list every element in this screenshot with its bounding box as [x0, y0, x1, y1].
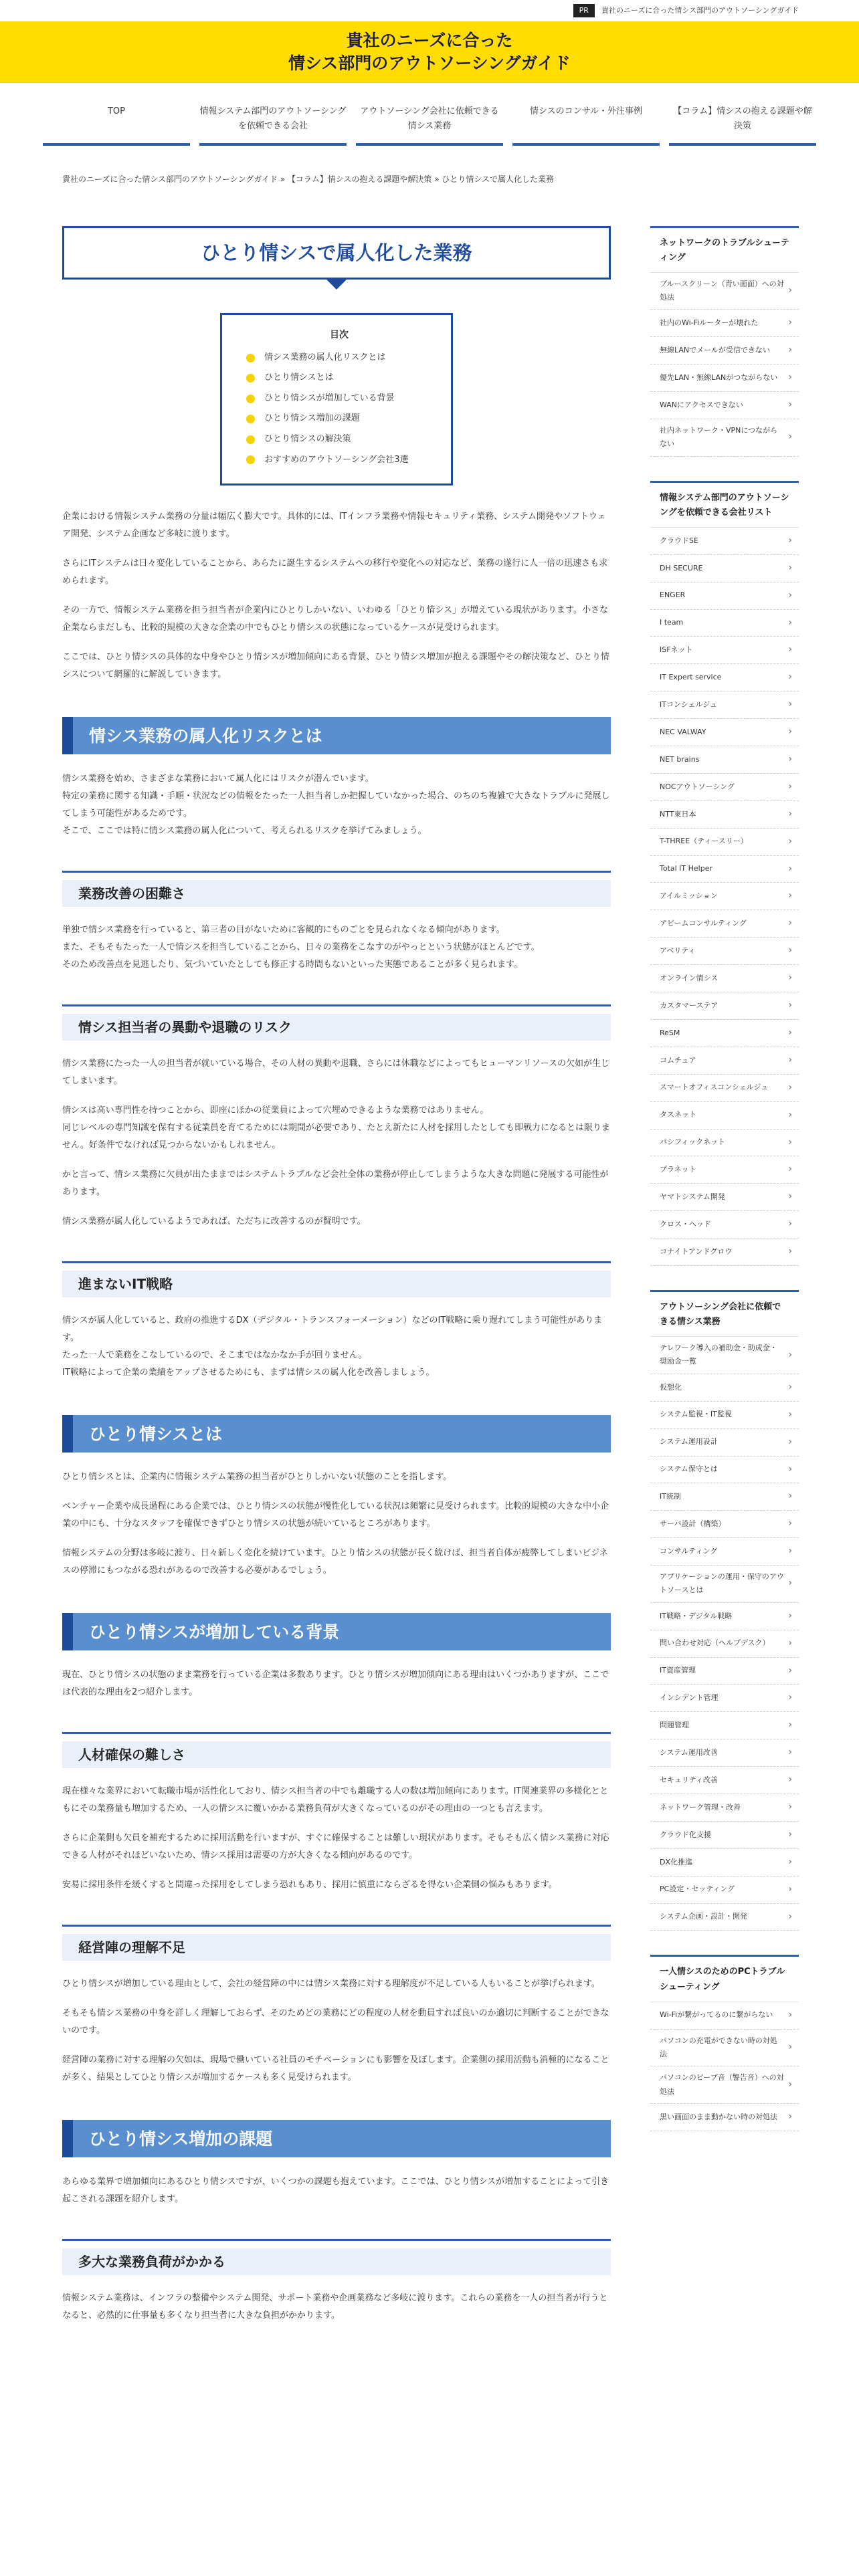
chevron-right-icon: › [788, 945, 792, 956]
sidebar-link-label: 問題管理 [660, 1721, 689, 1730]
bullet-icon [246, 374, 255, 383]
chevron-right-icon: › [788, 1665, 792, 1676]
sidebar-link[interactable] [650, 1402, 799, 1429]
sidebar-link[interactable] [650, 1658, 799, 1685]
chevron-right-icon: › [788, 399, 792, 411]
sidebar-link-label: パソコンのビープ音（警告音）への対処法 [660, 2073, 784, 2096]
sidebar-link-label: ReSM [660, 1028, 680, 1037]
article-sections [62, 717, 611, 2325]
chevron-right-icon: › [788, 431, 792, 443]
sidebar-link[interactable] [650, 1739, 799, 1767]
site-header-banner[interactable] [0, 21, 859, 83]
chevron-right-icon: › [788, 1578, 792, 1589]
sidebar-link-label: 社内のWi-Fiルーターが壊れた [660, 318, 759, 328]
sidebar-link-label: カスタマーステア [660, 1000, 719, 1010]
sidebar-link[interactable] [650, 1337, 799, 1374]
nav-outsourcing-tasks[interactable]: アウトソーシング会社に依頼できる情シス業務 [356, 100, 503, 146]
sidebar-link-label: クロス・ヘッド [660, 1219, 711, 1228]
sidebar-link[interactable] [650, 1075, 799, 1102]
intro-paragraph: さらにITシステムは日々変化していることから、あらたに誕生するシステムへの移行や変化への対応など、業務の遂行に人一倍の迅速さも求められます。 [62, 558, 608, 586]
sidebar-link[interactable] [650, 664, 799, 691]
sidebar-link[interactable] [650, 637, 799, 664]
sidebar [650, 226, 799, 2155]
sidebar-link[interactable] [650, 1511, 799, 1538]
site-title-line1: 貴社のニーズに合った [346, 31, 513, 51]
sidebar-link[interactable] [650, 364, 799, 392]
sidebar-link-label: 仮想化 [660, 1382, 682, 1392]
sidebar-link-label: プラネット [660, 1165, 696, 1174]
nav-top[interactable]: TOP [43, 100, 190, 146]
sidebar-link[interactable] [650, 856, 799, 883]
chevron-right-icon: › [788, 1054, 792, 1065]
chevron-right-icon: › [788, 1408, 792, 1420]
toc-item[interactable] [246, 450, 432, 471]
subsection-paragraph: 経営陣の業務に対する理解の欠如は、現場で働いている社員のモチベーションにも影響を及ぼします。企業側の採用活動も消極的になることが多く、結果としてひとり情シスが増加するケースも多く見受けられます。 [62, 2055, 609, 2083]
subsection-paragraph: 情シス業務が属人化しているようであれば、ただちに改善するのが賢明です。 [62, 1216, 366, 1227]
section-paragraph: ベンチャー企業や成長過程にある企業では、ひとり情シスの状態が慢性化している状況は頻繁に見受けられます。比較的規模の大きな中小企業の中にも、十分なスタッフを確保できずひとり情シスの状態が続いているところがあります。 [62, 1501, 609, 1529]
chevron-right-icon: › [788, 1828, 792, 1840]
sidebar-link[interactable] [650, 1904, 799, 1931]
sidebar-link[interactable] [650, 555, 799, 582]
toc-item[interactable] [246, 429, 432, 450]
sidebar-widget [650, 1290, 799, 1931]
sidebar-link[interactable] [650, 582, 799, 610]
toc-item[interactable] [246, 348, 432, 368]
toc-item-label: ひとり情シスの解決策 [264, 433, 351, 444]
sidebar-link-label: NET brains [660, 754, 700, 764]
chevron-right-icon: › [788, 1491, 792, 1502]
bullet-icon [246, 395, 255, 403]
chevron-right-icon: › [788, 1109, 792, 1120]
sidebar-link[interactable] [650, 1822, 799, 1849]
sidebar-link[interactable] [650, 1429, 799, 1457]
chevron-right-icon: › [788, 1911, 792, 1922]
chevron-right-icon: › [788, 1246, 792, 1257]
sidebar-link[interactable] [650, 392, 799, 419]
chevron-right-icon: › [788, 1692, 792, 1703]
sidebar-link-label: PC設定・セッティング [660, 1885, 735, 1894]
chevron-right-icon: › [788, 1136, 792, 1148]
sidebar-link[interactable] [650, 1538, 799, 1566]
section-heading: ひとり情シス増加の課題 [62, 2120, 611, 2157]
sidebar-link-label: T-THREE（ティースリー） [660, 837, 748, 846]
site-title-line2: 情シス部門のアウトソーシングガイド [288, 53, 571, 73]
nav-column[interactable]: 【コラム】情シスの抱える課題や解決策 [669, 100, 816, 146]
subsection-paragraph: かと言って、情シス業務に欠員が出たままではシステムトラブルなど会社全体の業務が停止してしまうような大きな問題に発展する可能性があります。 [62, 1170, 609, 1198]
page-title [62, 226, 611, 280]
chevron-right-icon: › [788, 589, 792, 601]
title-arrow-decoration [324, 278, 349, 290]
sidebar-link-label: クラウドSE [660, 536, 698, 545]
sidebar-link[interactable] [650, 938, 799, 965]
sidebar-link[interactable] [650, 1102, 799, 1130]
sidebar-link-label: システム監視・IT監視 [660, 1410, 732, 1419]
pr-badge: PR [573, 4, 595, 18]
sidebar-link-label: IT戦略・デジタル戦略 [660, 1611, 733, 1620]
subsection-paragraph: 情シスは高い専門性を持つことから、即座にほかの従業員によって穴埋めできるような業務ではありません。 同じレベルの専門知識を保有する従業員を育てるためには期間が必要であり、たとえ新たに人材を採用したとしても即戦力になるとは限りません。好条件でなければ見つからないかもしれません。 [62, 1105, 611, 1151]
sidebar-link-label: ブルースクリーン（青い画面）への対処法 [660, 279, 784, 302]
sidebar-link-label: 優先LAN・無線LANがつながらない [660, 373, 778, 383]
sidebar-widget [650, 1955, 799, 2131]
chevron-right-icon: › [788, 808, 792, 819]
section-paragraph: 情報システムの分野は多岐に渡り、日々新しく変化を続けています。ひとり情シスの状態が長く続けば、担当者自体が疲弊してしまいビジネスの停滞にもつながる恐れがあるので改善する必要があるでしょう。 [62, 1548, 608, 1576]
sidebar-link[interactable] [650, 1566, 799, 1603]
toc-item-label: ひとり情シス増加の課題 [264, 413, 360, 424]
toc-item-label: ひとり情シスとは [264, 372, 334, 383]
toc-item-label: 情シス業務の属人化リスクとは [264, 352, 386, 362]
sidebar-link-label: I team [660, 618, 684, 627]
chevron-right-icon: › [788, 1637, 792, 1648]
sidebar-link-label: ISFネット [660, 645, 693, 655]
sidebar-link[interactable] [650, 1047, 799, 1075]
chevron-right-icon: › [788, 1191, 792, 1202]
sidebar-link-label: パソコンの充電ができない時の対処法 [660, 2036, 777, 2058]
sidebar-link[interactable] [650, 1374, 799, 1402]
chevron-right-icon: › [788, 285, 792, 296]
section-paragraph: 情シス業務を始め、さまざまな業務において属人化にはリスクが潜んでいます。 特定の業務に関する知識・手順・状況などの情報をたった一人担当者しか把握していなかった場合、のちのち複雑で大きなトラブルに発展してしまう可能性があるためです。 そこで、ここでは特に情シス業務の属人化について、考えられるリスクを挙げてみましょう。 [62, 774, 610, 837]
sidebar-link-label: コナイトアンドグロウ [660, 1247, 733, 1256]
sidebar-link-label: WANにアクセスできない [660, 400, 743, 409]
section-heading: ひとり情シスが増加している背景 [62, 1613, 611, 1650]
sidebar-link-label: アベリティ [660, 946, 696, 956]
chevron-right-icon: › [788, 1000, 792, 1011]
sidebar-link-label: NOCアウトソーシング [660, 782, 735, 791]
nav-outsourcing-companies[interactable]: 情報システム部門のアウトソーシングを依頼できる会社 [199, 100, 347, 146]
section-paragraph: ひとり情シスとは、企業内に情報システム業務の担当者がひとりしかいない状態のことを指します。 [62, 1472, 452, 1483]
sidebar-widget-title: ネットワークのトラブルシューティング [650, 228, 799, 273]
toc-title: 目次 [330, 329, 349, 340]
sidebar-link-label: DX化推進 [660, 1857, 693, 1866]
sidebar-link-label: コムチュア [660, 1055, 696, 1065]
sidebar-link-label: NTT東日本 [660, 809, 696, 819]
intro-paragraph: ここでは、ひとり情シスの具体的な中身やひとり情シスが増加傾向にある背景、ひとり情シス増加が抱える課題やその解決策など、ひとり情シスについて網羅的に解説していきます。 [62, 652, 609, 680]
chevron-right-icon: › [788, 835, 792, 847]
chevron-right-icon: › [788, 1883, 792, 1895]
sidebar-link-label: システム運用設計 [660, 1437, 718, 1446]
chevron-right-icon: › [788, 644, 792, 655]
chevron-right-icon: › [788, 699, 792, 710]
sidebar-link[interactable] [650, 1603, 799, 1630]
subsection-paragraph: 情報システム業務は、インフラの整備やシステム開発、サポート業務や企画業務など多岐に渡ります。これらの業務を一人の担当者が行うとなると、必然的に仕事量も多くなり担当者に大きな負担がかかります。 [62, 2293, 608, 2321]
sidebar-link[interactable] [650, 1685, 799, 1712]
subsection-heading: 進まないIT戦略 [62, 1261, 611, 1297]
chevron-right-icon: › [788, 1436, 792, 1447]
chevron-right-icon: › [788, 1027, 792, 1038]
sidebar-link-label: インシデント管理 [660, 1693, 719, 1703]
sidebar-link[interactable] [650, 1849, 799, 1876]
bullet-icon [246, 354, 255, 362]
main-content [62, 226, 611, 2325]
chevron-right-icon: › [788, 754, 792, 765]
sidebar-link-label: クラウド化支援 [660, 1830, 711, 1839]
table-of-contents [220, 313, 453, 486]
sidebar-link-label: 社内ネットワーク・VPNにつながらない [660, 426, 778, 449]
chevron-right-icon: › [788, 2078, 792, 2090]
sidebar-link[interactable] [650, 1483, 799, 1511]
chevron-right-icon: › [788, 617, 792, 628]
sidebar-link-label: システム保守とは [660, 1465, 718, 1474]
page-title-text: ひとり情シスで属人化した業務 [201, 241, 472, 264]
sidebar-link[interactable] [650, 273, 799, 310]
sidebar-link-label: システム運用改善 [660, 1747, 718, 1757]
chevron-right-icon: › [788, 1545, 792, 1557]
sidebar-link[interactable] [650, 528, 799, 555]
sidebar-link-label: IT Expert service [660, 673, 722, 682]
sidebar-link-label: スマートオフィスコンシェルジュ [660, 1083, 769, 1092]
top-strip [0, 0, 859, 21]
sidebar-link-label: ENGER [660, 591, 686, 600]
sidebar-link[interactable] [650, 801, 799, 829]
section-paragraph: 現在、ひとり情シスの状態のまま業務を行っている企業は多数あります。ひとり情シスが増加傾向にある理由はいくつかありますが、ここでは代表的な理由を2つ紹介します。 [62, 1670, 609, 1698]
sidebar-link-label: セキュリティ改善 [660, 1775, 718, 1784]
chevron-right-icon: › [788, 562, 792, 573]
sidebar-link-label: DH SECURE [660, 563, 703, 572]
chevron-right-icon: › [788, 1856, 792, 1867]
sidebar-link[interactable] [650, 746, 799, 774]
toc-item[interactable] [246, 389, 432, 409]
chevron-right-icon: › [788, 1747, 792, 1758]
sidebar-link[interactable] [650, 1130, 799, 1157]
sidebar-link[interactable] [650, 1712, 799, 1739]
intro-paragraph: その一方で、情報システム業務を担う担当者が企業内にひとりしかいない、いわゆる「ひとり情シス」が増えている現状があります。小さな企業ならまだしも、比較的規模の大きな企業の中でもひとり情シスの状態になっているケースが見受けられます。 [62, 605, 609, 633]
bullet-icon [246, 435, 255, 444]
site-tagline: 貴社のニーズに合った情シス部門のアウトソーシングガイド [601, 6, 799, 15]
subsection-paragraph: 情シスが属人化していると、政府の推進するDX（デジタル・トランスフォーメーション）などのIT戦略に乗り遅れてしまう可能性があります。 たった一人で業務をこなしているので、そこまではなかなか手が回りません。 IT戦略によって企業の業績をアップさせるためにも、まずは情シスの属人化を改善しましょう。 [62, 1315, 603, 1378]
subsection-heading: 情シス担当者の異動や退職のリスク [62, 1004, 611, 1041]
sidebar-link[interactable] [650, 310, 799, 337]
sidebar-link-label: 無線LANでメールが受信できない [660, 346, 770, 355]
chevron-right-icon: › [788, 1381, 792, 1392]
chevron-right-icon: › [788, 534, 792, 546]
sidebar-link-label: IT資産管理 [660, 1666, 696, 1675]
sidebar-link-label: オンライン情シス [660, 973, 719, 982]
chevron-right-icon: › [788, 1801, 792, 1812]
sidebar-link-label: アビームコンサルティング [660, 919, 747, 928]
chevron-right-icon: › [788, 1610, 792, 1621]
nav-case-studies[interactable]: 情シスのコンサル・外注事例 [512, 100, 660, 146]
bullet-icon [246, 455, 255, 464]
sidebar-link[interactable] [650, 910, 799, 938]
sidebar-link-label: IT統制 [660, 1492, 681, 1501]
chevron-right-icon: › [788, 344, 792, 356]
sidebar-link[interactable] [650, 2066, 799, 2104]
chevron-right-icon: › [788, 1218, 792, 1230]
sidebar-link-label: アプリケーションの運用・保守のアウトソースとは [660, 1572, 784, 1595]
subsection-paragraph: さらに企業側も欠員を補充するために採用活動を行いますが、すぐに確保することは難しい現状があります。そもそも広く情シス業務に対応できる人材がそれほどいないため、情シス採用は需要の方が大きくなる傾向があるのです。 [62, 1833, 609, 1861]
sidebar-link-label: 問い合わせ対応（ヘルプデスク） [660, 1638, 770, 1648]
chevron-right-icon: › [788, 780, 792, 792]
subsection-paragraph: 情シス業務にたった一人の担当者が就いている場合、その人材の異動や退職、さらには休職などによってもヒューマンリソースの欠如が生じてしまいます。 [62, 1059, 609, 1087]
sidebar-link[interactable] [650, 774, 799, 801]
subsection-heading: 経営陣の理解不足 [62, 1925, 611, 1961]
sidebar-link-label: Wi-Fiが繋がってるのに繋がらない [660, 2010, 773, 2020]
sidebar-link[interactable] [650, 1020, 799, 1047]
sidebar-link[interactable] [650, 2030, 799, 2067]
section-paragraph: あらゆる業界で増加傾向にあるひとり情シスですが、いくつかの課題も抱えています。ここでは、ひとり情シスが増加することによって引き起こされる課題を紹介します。 [62, 2177, 609, 2205]
subsection-paragraph: 安易に採用条件を緩くすると間違った採用をしてしまう恐れもあり、採用に慎重にならざるを得ない企業側の悩みもあります。 [62, 1880, 557, 1891]
sidebar-widget [650, 226, 799, 457]
section-heading: ひとり情シスとは [62, 1415, 611, 1453]
chevron-right-icon: › [788, 2111, 792, 2122]
sidebar-link[interactable] [650, 883, 799, 910]
sidebar-widget-title: 情報システム部門のアウトソーシングを依頼できる会社リスト [650, 483, 799, 528]
sidebar-link[interactable] [650, 1457, 799, 1484]
chevron-right-icon: › [788, 1349, 792, 1360]
subsection-heading: 人材確保の難しさ [62, 1732, 611, 1768]
sidebar-link-label: ネットワーク管理・改善 [660, 1802, 741, 1812]
sidebar-link[interactable] [650, 1876, 799, 1904]
section-heading: 情シス業務の属人化リスクとは [62, 717, 611, 754]
subsection-paragraph: そもそも情シス業務の中身を詳しく理解しておらず、そのためどの業務にどの程度の人材を動員すれば良いのか適切に判断することができないのです。 [62, 2008, 609, 2036]
sidebar-link[interactable] [650, 2002, 799, 2030]
sidebar-link[interactable] [650, 1156, 799, 1184]
sidebar-link-label: タスネット [660, 1110, 696, 1119]
subsection-paragraph: 単独で情シス業務を行っていると、第三者の目がないために客観的にものごとを見られなくなる傾向があります。 また、そもそもたった一人で情シスを担当していることから、日々の業務をこなすのがやっとという状態がほとんどです。 そのため改善点を見逃したり、気づいていたとしても修正する時間もないといった実態であることが多く見られます。 [62, 925, 540, 970]
sidebar-link[interactable] [650, 1211, 799, 1239]
sidebar-link[interactable] [650, 337, 799, 364]
sidebar-link[interactable] [650, 992, 799, 1020]
sidebar-link[interactable] [650, 610, 799, 637]
chevron-right-icon: › [788, 1518, 792, 1529]
sidebar-link-label: テレワーク導入の補助金・助成金・奨励金一覧 [660, 1344, 777, 1366]
chevron-right-icon: › [788, 890, 792, 901]
sidebar-link-label: 黒い画面のまま動かない時の対処法 [660, 2112, 777, 2121]
sidebar-link[interactable] [650, 965, 799, 992]
sidebar-link-label: パシフィックネット [660, 1138, 726, 1147]
sidebar-link-label: システム企画・設計・開発 [660, 1912, 747, 1921]
sidebar-link[interactable] [650, 829, 799, 856]
sidebar-link[interactable] [650, 1794, 799, 1822]
bullet-icon [246, 415, 255, 423]
sidebar-widget-title: アウトソーシング会社に依頼できる情シス業務 [650, 1292, 799, 1337]
sidebar-widget-title: 一人情シスのためのPCトラブルシューティング [650, 1957, 799, 2002]
chevron-right-icon: › [788, 1719, 792, 1731]
sidebar-link-label: NEC VALWAY [660, 727, 706, 736]
breadcrumb[interactable]: 貴社のニーズに合った情シス部門のアウトソーシングガイド » 【コラム】情シスの抱える課題や解決策 » ひとり情シスで属人化した業務 [62, 175, 555, 184]
sidebar-link[interactable] [650, 1184, 799, 1211]
sidebar-link-label: ヤマトシステム開発 [660, 1192, 725, 1202]
sidebar-link-label: Total IT Helper [660, 864, 713, 873]
toc-item[interactable] [246, 368, 432, 389]
subsection-heading: 業務改善の困難さ [62, 871, 611, 907]
chevron-right-icon: › [788, 1463, 792, 1475]
chevron-right-icon: › [788, 1081, 792, 1093]
chevron-right-icon: › [788, 317, 792, 328]
sidebar-link[interactable] [650, 2104, 799, 2131]
chevron-right-icon: › [788, 671, 792, 683]
chevron-right-icon: › [788, 2041, 792, 2052]
sidebar-link-label: アイルミッション [660, 891, 718, 901]
sidebar-link[interactable] [650, 691, 799, 719]
sidebar-link-label: ITコンシェルジュ [660, 700, 717, 710]
chevron-right-icon: › [788, 972, 792, 984]
chevron-right-icon: › [788, 1774, 792, 1786]
chevron-right-icon: › [788, 372, 792, 383]
intro-paragraph: 企業における情報システム業務の分量は幅広く膨大です。具体的には、ITインフラ業務や情報セキュリティ業務、システム開発やソフトウェア開発、システム企画など多岐に渡ります。 [62, 512, 606, 540]
subsection-paragraph: 現在様々な業界において転職市場が活性化しており、情シス担当者の中でも離職する人の数は増加傾向にあります。IT関連業界の多様化とともにその業務量も増加するため、一人の情シスに覆いかかる業務負荷が大きくなっているのがその理由の一つとも言えます。 [62, 1786, 609, 1814]
toc-item-label: ひとり情シスが増加している背景 [264, 393, 395, 403]
toc-item[interactable] [246, 409, 432, 429]
sidebar-link-label: コンサルティング [660, 1546, 718, 1555]
sidebar-link[interactable] [650, 1767, 799, 1794]
sidebar-widget [650, 481, 799, 1266]
sidebar-link[interactable] [650, 1239, 799, 1266]
chevron-right-icon: › [788, 2009, 792, 2020]
sidebar-link[interactable] [650, 1630, 799, 1658]
subsection-heading: 多大な業務負荷がかかる [62, 2239, 611, 2275]
chevron-right-icon: › [788, 863, 792, 874]
sidebar-link[interactable] [650, 719, 799, 746]
chevron-right-icon: › [788, 918, 792, 929]
sidebar-link-label: サーバ設計（構築） [660, 1519, 726, 1529]
global-nav [0, 100, 859, 146]
toc-item-label: おすすめのアウトソーシング会社3選 [264, 454, 409, 465]
chevron-right-icon: › [788, 1164, 792, 1175]
sidebar-link[interactable] [650, 419, 799, 457]
chevron-right-icon: › [788, 726, 792, 738]
subsection-paragraph: ひとり情シスが増加している理由として、会社の経営陣の中には情シス業務に対する理解度が不足している人もいることが挙げられます。 [62, 1979, 600, 1990]
